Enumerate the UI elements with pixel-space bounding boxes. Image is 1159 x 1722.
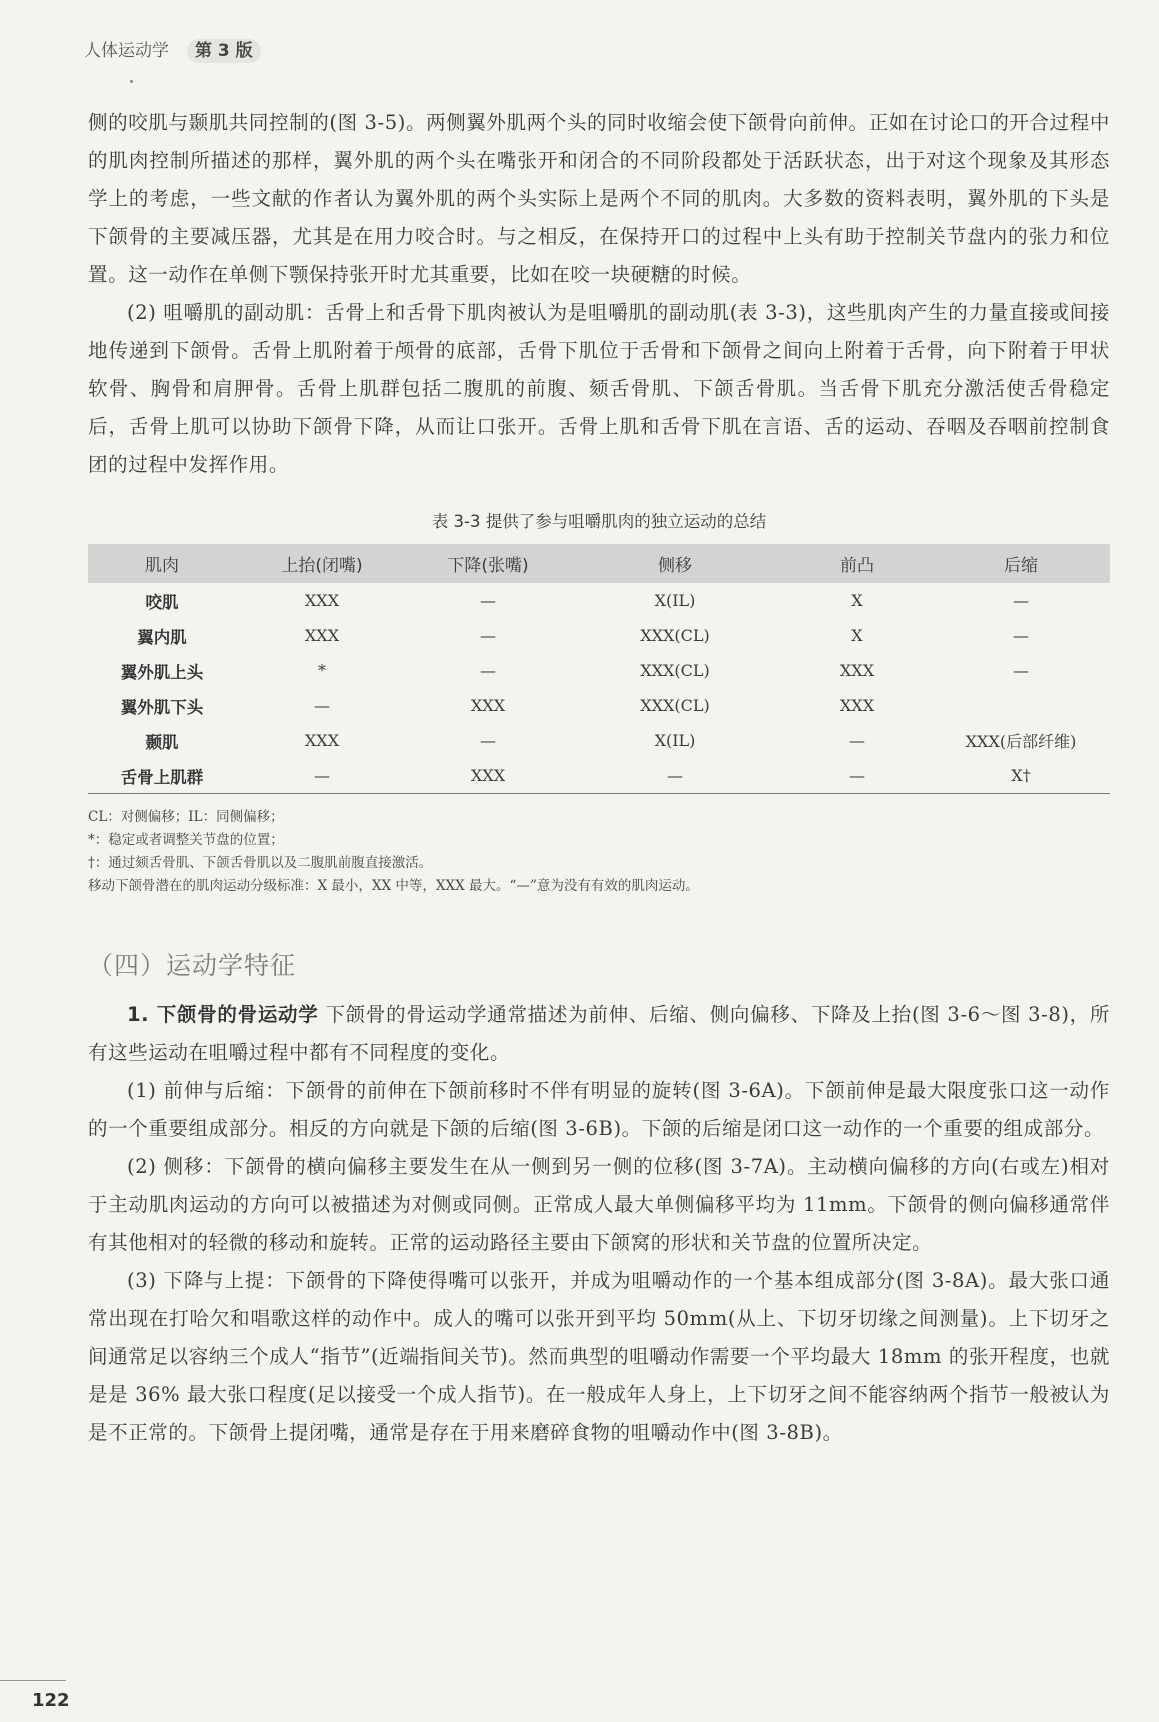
muscle-name: 翼内肌	[137, 627, 187, 647]
table-cell: XXX	[470, 696, 506, 715]
table-cell: XXX	[408, 758, 568, 794]
section-heading: （四）运动学特征	[88, 951, 297, 980]
paragraph: 侧的咬肌与颞肌共同控制的(图 3-5)。两侧翼外肌两个头的同时收缩会使下颌骨向前伸。正如在讨论口的开合过程中的肌肉控制所描述的那样，翼外肌的两个头在嘴张开和闭合的不同阶段都处于活跃状态，出于对这个现象及其形态学上的考虑，一些文献的作者认为翼外肌的两个头实际上是两个不同的肌肉。大多数的资料表明，翼外肌的下头是下颌骨的主要减压器，尤其是在用力咬合时。与之相反，在保持开口的过程中上头有助于控制关节盘内的张力和位置。这一动作在单侧下颚保持张开时尤其重要，比如在咬一块硬糖的时候。	[88, 111, 1110, 286]
table-cell: —	[849, 731, 865, 750]
muscle-name: 舌骨上肌群	[88, 758, 236, 794]
page-content	[88, 104, 1110, 1452]
table-cell: —	[236, 758, 408, 794]
table-cell: X(IL)	[654, 731, 696, 750]
table-cell: X	[851, 626, 863, 645]
subheading: 1. 下颌骨的骨运动学	[127, 1003, 319, 1026]
column-header: 后缩	[1004, 556, 1038, 576]
page-number: 122	[32, 1690, 70, 1711]
table-cell: XXX(后部纤维)	[965, 732, 1077, 751]
table-3-3	[88, 508, 1110, 898]
muscle-name: 翼外肌上头	[120, 662, 204, 682]
column-header: 肌肉	[145, 556, 179, 576]
edition-badge: 第 3 版	[187, 39, 261, 63]
table-cell: *	[318, 661, 326, 680]
table-note: †：通过颏舌骨肌、下颌舌骨肌以及二腹肌前腹直接激活。	[88, 855, 433, 871]
paragraph-text: 下颌骨的骨运动学通常描述为前伸、后缩、侧向偏移、下降及上抬(图 3-6～图 3-8)，所有这些运动在咀嚼过程中都有不同程度的变化。	[88, 1003, 1110, 1064]
table-row	[88, 758, 1110, 794]
table-caption: 表 3-3 提供了参与咀嚼肌肉的独立运动的总结	[431, 512, 767, 531]
table-cell: XXX	[304, 731, 340, 750]
table-row	[88, 653, 1110, 688]
paragraph	[88, 996, 1110, 1072]
table-cell: —	[480, 661, 496, 680]
table-cell: XXX(CL)	[640, 696, 710, 715]
paragraph: (2) 咀嚼肌的副动肌：舌骨上和舌骨下肌肉被认为是咀嚼肌的副动肌(表 3-3)，这些肌肉产生的力量直接或间接地传递到下颌骨。舌骨上肌附着于颅骨的底部，舌骨下肌位于舌骨和下颌骨之间向上附着于舌骨，向下附着于甲状软骨、胸骨和肩胛骨。舌骨上肌群包括二腹肌的前腹、颏舌骨肌、下颌舌骨肌。当舌骨下肌充分激活使舌骨稳定后，舌骨上肌可以协助下颌骨下降，从而让口张开。舌骨上肌和舌骨下肌在言语、舌的运动、吞咽及吞咽前控制食团的过程中发挥作用。	[88, 301, 1110, 476]
table-cell: X	[851, 591, 863, 610]
table-header-row	[88, 544, 1110, 583]
table-cell: —	[480, 626, 496, 645]
table-cell: X†	[932, 758, 1110, 794]
table-cell: —	[782, 758, 932, 794]
table-note: 移动下颌骨潜在的肌肉运动分级标准：X 最小，XX 中等，XXX 最大。“—”意为没有有效的肌肉运动。	[88, 878, 699, 894]
table-cell: —	[480, 591, 496, 610]
table-cell: X(IL)	[654, 591, 696, 610]
table-cell: —	[1013, 661, 1029, 680]
column-header: 上抬(闭嘴)	[281, 556, 363, 576]
paragraph: (2) 侧移：下颌骨的横向偏移主要发生在从一侧到另一侧的位移(图 3-7A)。主动横向偏移的方向(右或左)相对于主动肌肉运动的方向可以被描述为对侧或同侧。正常成人最大单侧偏移平均为 11mm。下颌骨的侧向偏移通常伴有其他相对的轻微的移动和旋转。正常的运动路径主要由下颌窝的形状和关节盘的位置所决定。	[88, 1155, 1110, 1254]
muscle-name: 翼外肌下头	[120, 697, 204, 717]
table-cell: XXX(CL)	[640, 661, 710, 680]
table-cell: —	[568, 758, 782, 794]
muscle-name: 咬肌	[145, 592, 179, 612]
column-header: 下降(张嘴)	[447, 556, 529, 576]
table-cell: —	[1013, 591, 1029, 610]
running-header	[84, 36, 261, 61]
table-cell: XXX	[304, 626, 340, 645]
table-row	[88, 583, 1110, 618]
table-row	[88, 723, 1110, 758]
table-notes	[88, 806, 1110, 898]
table-cell: XXX(CL)	[640, 626, 710, 645]
muscle-name: 颞肌	[145, 732, 179, 752]
footer-rule	[0, 1680, 66, 1681]
header-dot	[130, 80, 133, 83]
table-cell: —	[1013, 626, 1029, 645]
table-row	[88, 688, 1110, 723]
column-header: 侧移	[658, 556, 692, 576]
book-title: 人体运动学	[84, 41, 169, 61]
table-cell: —	[480, 731, 496, 750]
paragraph: (3) 下降与上提：下颌骨的下降使得嘴可以张开，并成为咀嚼动作的一个基本组成部分(图 3-8A)。最大张口通常出现在打哈欠和唱歌这样的动作中。成人的嘴可以张开到平均 50mm(从上、下切牙切缘之间测量)。上下切牙之间通常足以容纳三个成人“指节”(近端指间关节)。然而典型的咀嚼动作需要一个平均最大 18mm 的张开程度，也就是是 36% 最大张口程度(足以接受一个成人指节)。在一般成年人身上，上下切牙之间不能容纳两个指节一般被认为是不正常的。下颌骨上提闭嘴，通常是存在于用来磨碎食物的咀嚼动作中(图 3-8B)。	[88, 1269, 1110, 1444]
table-row	[88, 618, 1110, 653]
table-cell: XXX	[839, 661, 875, 680]
table-cell: XXX	[839, 696, 875, 715]
table-cell: —	[314, 696, 330, 715]
muscle-table	[88, 544, 1110, 794]
table-cell: XXX	[304, 591, 340, 610]
paragraph: (1) 前伸与后缩：下颌骨的前伸在下颌前移时不伴有明显的旋转(图 3-6A)。下颌前伸是最大限度张口这一动作的一个重要组成部分。相反的方向就是下颌的后缩(图 3-6B)。下颌的后缩是闭口这一动作的一个重要的组成部分。	[88, 1079, 1110, 1140]
column-header: 前凸	[840, 556, 874, 576]
table-cell	[932, 688, 1110, 723]
table-note: *：稳定或者调整关节盘的位置；	[88, 832, 284, 848]
table-note: CL：对侧偏移；IL：同侧偏移；	[88, 809, 284, 825]
